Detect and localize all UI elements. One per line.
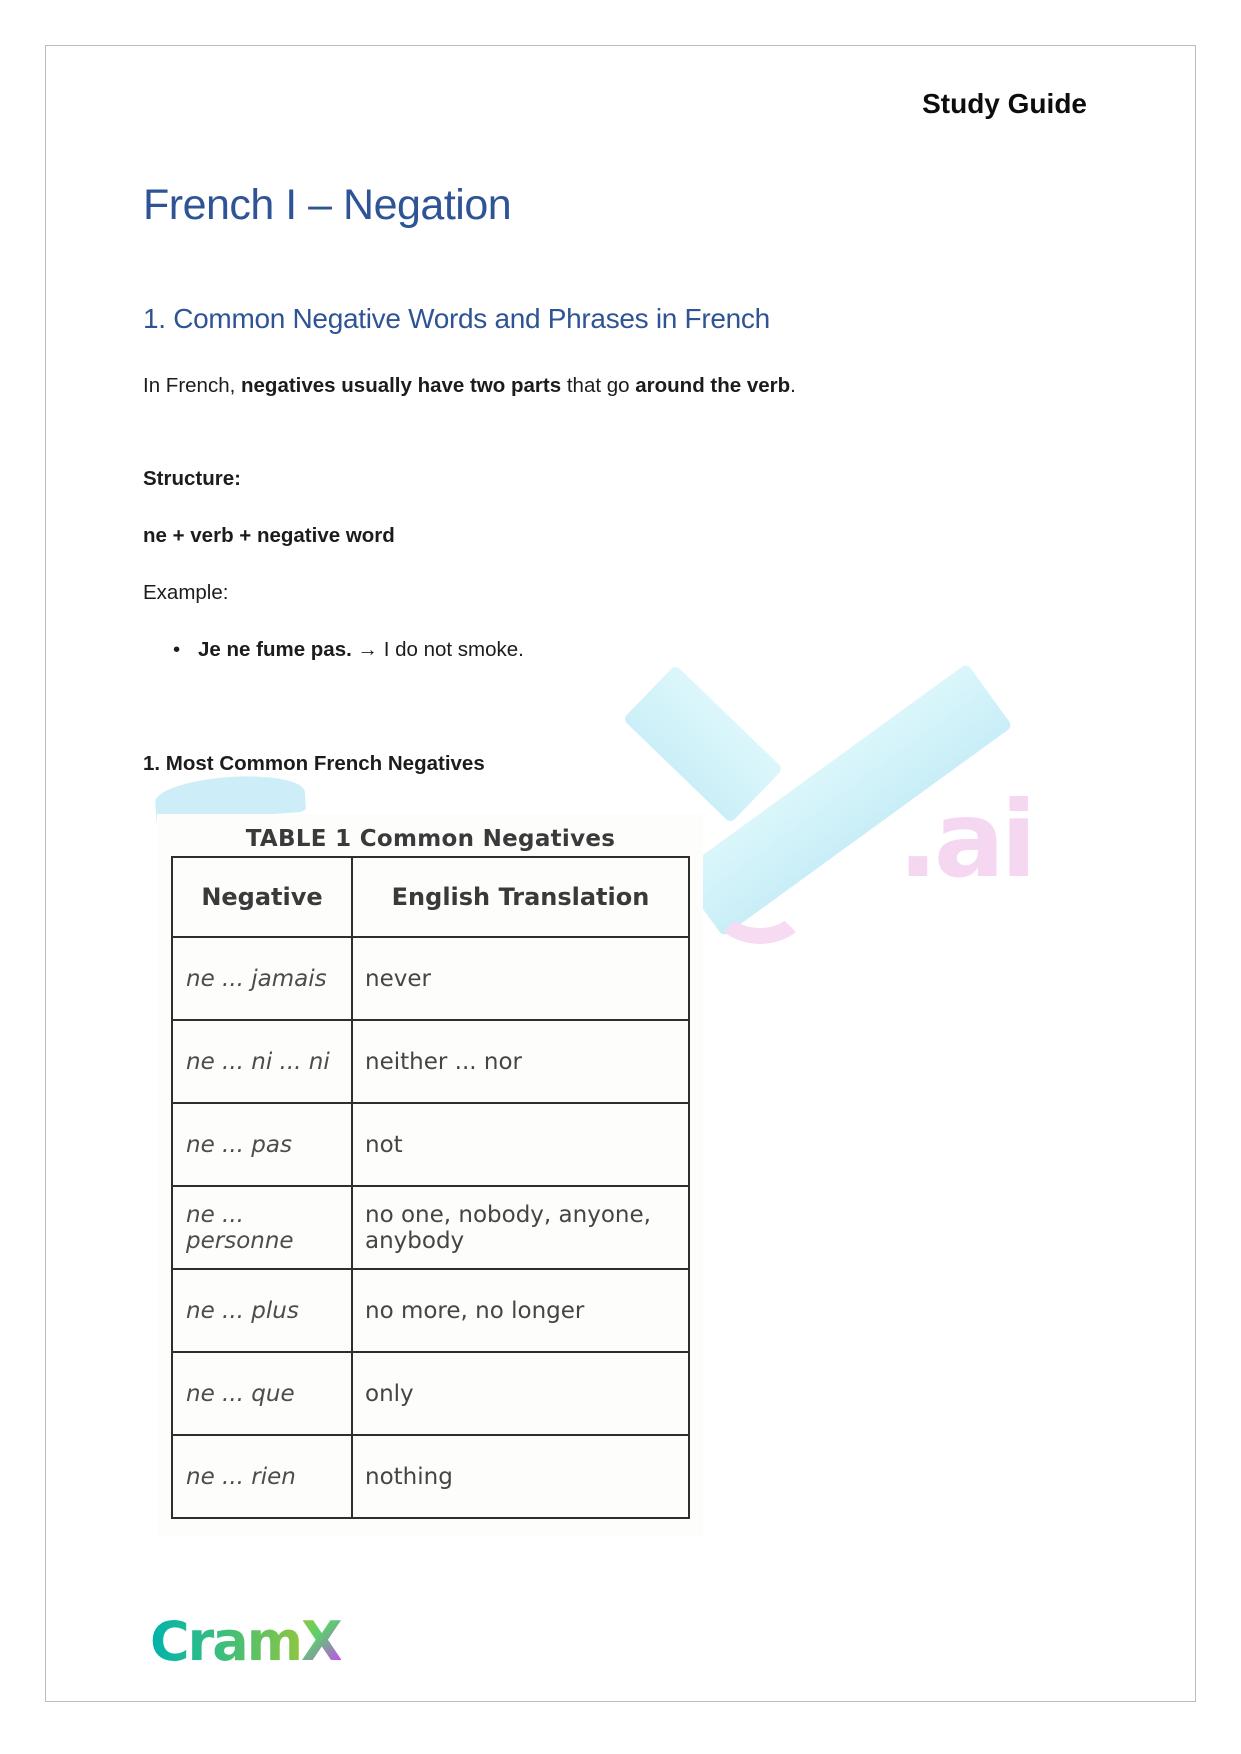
table-row xyxy=(173,1434,688,1517)
table-row xyxy=(173,1185,688,1268)
table-cell-negative: ne ... rien xyxy=(173,1436,353,1517)
watermark-ai-text: .ai xyxy=(898,779,1033,901)
table-row xyxy=(173,1268,688,1351)
example-label: Example: xyxy=(143,581,229,604)
table-cell-negative: ne ... jamais xyxy=(173,938,353,1019)
table-cell-negative: ne ... plus xyxy=(173,1270,353,1351)
example-french: Je ne fume pas. xyxy=(198,638,352,661)
table-cell-negative: ne ... personne xyxy=(173,1187,353,1268)
logo-cram-text: Cram xyxy=(150,1610,301,1673)
negatives-table xyxy=(171,856,690,1519)
intro-bold-1: negatives usually have two parts xyxy=(241,374,562,397)
table-cell-translation: not xyxy=(365,1131,403,1158)
structure-formula: ne + verb + negative word xyxy=(143,524,395,547)
bullet-icon: • xyxy=(173,638,181,661)
table-cell-negative: ne ... ni ... ni xyxy=(173,1021,353,1102)
table-cell-translation: only xyxy=(365,1380,414,1407)
subsection-heading: 1. Most Common French Negatives xyxy=(143,752,485,775)
table-header-row xyxy=(173,858,688,936)
table-cell-translation: never xyxy=(365,965,431,992)
table-cell-translation: neither ... nor xyxy=(365,1048,522,1075)
page-title: French I – Negation xyxy=(143,181,512,229)
intro-bold-2: around the verb xyxy=(635,374,791,397)
table-cell-translation: no more, no longer xyxy=(365,1297,585,1324)
intro-pre: In French, xyxy=(143,374,241,397)
intro-mid: that go xyxy=(561,374,636,397)
section-heading: 1. Common Negative Words and Phrases in French xyxy=(143,303,770,334)
header-label: Study Guide xyxy=(922,88,1087,119)
cramx-logo xyxy=(150,1610,341,1673)
example-bullet-item xyxy=(173,638,524,662)
table-header-translation: English Translation xyxy=(391,883,650,911)
table-row xyxy=(173,1102,688,1185)
structure-label: Structure: xyxy=(143,467,241,490)
logo-x-text: X xyxy=(300,1610,341,1673)
table-header-negative: Negative xyxy=(173,858,353,936)
intro-paragraph xyxy=(143,374,796,398)
table-row xyxy=(173,1351,688,1434)
table-title: TABLE 1 Common Negatives xyxy=(245,826,616,852)
table-cell-negative: ne ... que xyxy=(173,1353,353,1434)
table-cell-negative: ne ... pas xyxy=(173,1104,353,1185)
table-row xyxy=(173,936,688,1019)
table-body xyxy=(173,936,688,1517)
table-cell-translation: nothing xyxy=(365,1463,453,1490)
intro-post: . xyxy=(790,374,796,397)
example-translation: → I do not smoke. xyxy=(351,638,524,661)
table-row xyxy=(173,1019,688,1102)
table-cell-translation: no one, nobody, anyone, anybody xyxy=(365,1201,651,1254)
